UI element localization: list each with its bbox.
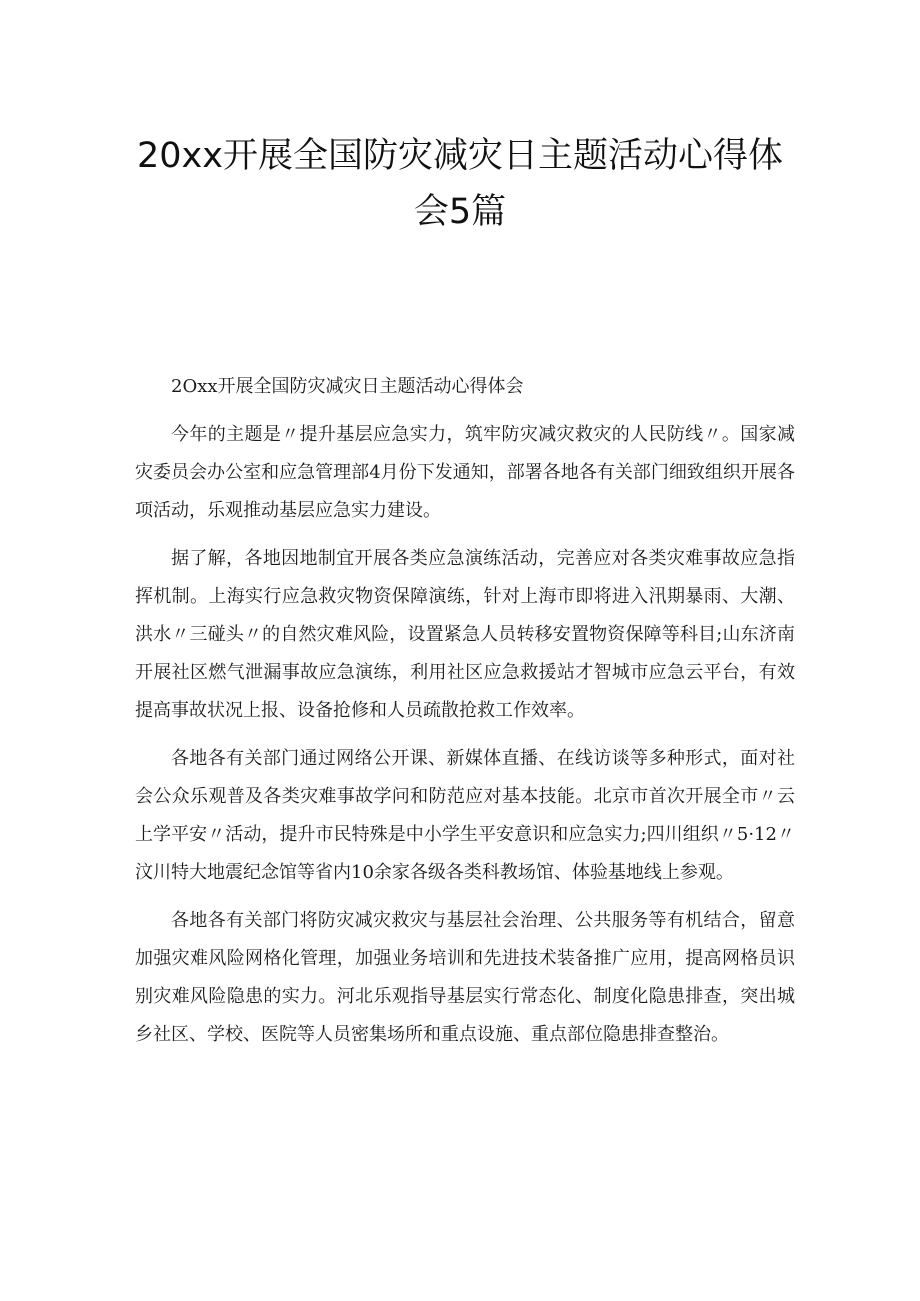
document-body bbox=[135, 368, 795, 1064]
paragraph-3: 各地各有关部门通过网络公开课、新媒体直播、在线访谈等多种形式，面对社会公众乐观普及各类灾难事故学问和防范应对基本技能。北京市首次开展全市〃云上学平安〃活动，提升市民特殊是中小学生平安意识和应急实力;四川组织〃5·12〃汶川特大地震纪念馆等省内10余家各级各类科教场馆、体验基地线上参观。 bbox=[135, 748, 795, 883]
title-line-1: 20xx开展全国防灾减灾日主题活动心得体 bbox=[137, 136, 783, 176]
paragraph-4: 各地各有关部门将防灾减灾救灾与基层社会治理、公共服务等有机结合，留意加强灾难风险网格化管理，加强业务培训和先进技术装备推广应用，提高网格员识别灾难风险隐患的实力。河北乐观指导基层实行常态化、制度化隐患排查，突出城乡社区、学校、医院等人员密集场所和重点设施、重点部位隐患排查整治。 bbox=[135, 910, 795, 1045]
document-title bbox=[120, 128, 800, 240]
paragraph-1: 今年的主题是〃提升基层应急实力，筑牢防灾减灾救灾的人民防线〃。国家减灾委员会办公室和应急管理部4月份下发通知，部署各地各有关部门细致组织开展各项活动，乐观推动基层应急实力建设。 bbox=[135, 424, 795, 521]
document-subtitle: 2Oxx开展全国防灾减灾日主题活动心得体会 bbox=[171, 376, 524, 397]
title-line-2: 会5篇 bbox=[413, 192, 507, 232]
paragraph-2: 据了解，各地因地制宜开展各类应急演练活动，完善应对各类灾难事故应急指挥机制。上海实行应急救灾物资保障演练，针对上海市即将进入汛期暴雨、大潮、洪水〃三碰头〃的自然灾难风险，设置紧急人员转移安置物资保障等科目;山东济南开展社区燃气泄漏事故应急演练，利用社区应急救援站才智城市应急云平台，有效提高事故状况上报、设备抢修和人员疏散抢救工作效率。 bbox=[135, 548, 795, 721]
